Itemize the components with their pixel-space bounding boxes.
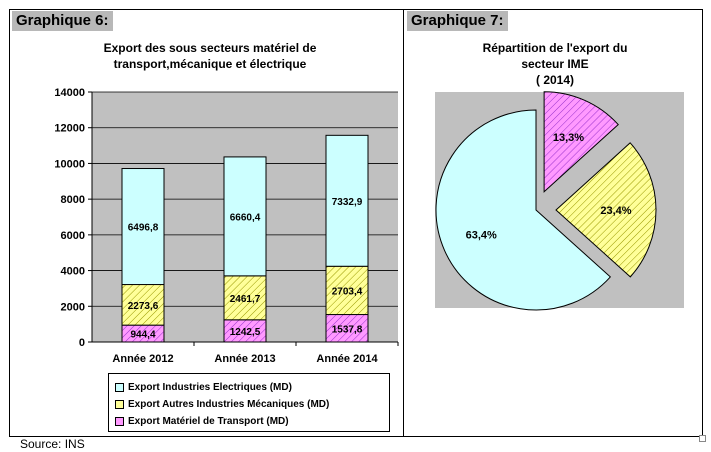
bar-data-label: 944,4 — [130, 329, 156, 341]
legend-item-mechanical — [109, 396, 389, 413]
y-tick-label: 0 — [78, 337, 85, 349]
stacked-bar-chart — [0, 0, 404, 372]
bar-data-label: 2461,7 — [229, 293, 261, 305]
bar-data-label: 2273,6 — [127, 300, 159, 312]
bar-data-label: 2703,4 — [331, 286, 363, 298]
x-category-label: Année 2013 — [214, 353, 276, 365]
pie-chart-title-line-1: Répartition de l'export du — [482, 41, 628, 55]
resize-handle — [699, 435, 706, 442]
x-category-label: Année 2014 — [316, 353, 378, 365]
pie-slice-label: 13,3% — [552, 131, 585, 144]
bar-chart-legend — [108, 373, 390, 432]
bar-data-label: 6660,4 — [229, 212, 261, 224]
y-tick-label: 2000 — [60, 301, 85, 314]
graphique-6-label: Graphique 6: — [12, 11, 113, 31]
legend-swatch-electrical — [115, 383, 124, 392]
bar-chart-title-line-1: Export des sous secteurs matériel de — [103, 41, 317, 55]
bar-data-label: 1242,5 — [229, 326, 261, 338]
y-tick-label: 6000 — [60, 229, 85, 242]
bar-data-label: 6496,8 — [127, 222, 159, 234]
legend-swatch-mechanical — [115, 400, 124, 409]
y-tick-label: 8000 — [60, 194, 85, 207]
y-tick-label: 10000 — [54, 158, 85, 171]
y-tick-label: 4000 — [60, 265, 85, 278]
pie-slice-label: 23,4% — [600, 204, 632, 217]
x-category-label: Année 2012 — [112, 353, 174, 365]
legend-item-electrical — [109, 379, 389, 396]
pie-chart-title-line-2: secteur IME — [521, 57, 589, 71]
graphique-7-label: Graphique 7: — [407, 11, 508, 31]
legend-item-transport — [109, 413, 389, 430]
pie-slice-label: 63,4% — [465, 229, 497, 242]
legend-label-mechanical: Export Autres Industries Mécaniques (MD) — [128, 399, 330, 410]
legend-label-electrical: Export Industries Electriques (MD) — [128, 382, 292, 393]
bar-data-label: 7332,9 — [331, 196, 363, 208]
pie-chart-title-line-3: ( 2014) — [535, 73, 575, 87]
y-tick-label: 14000 — [54, 87, 85, 99]
y-tick-label: 12000 — [54, 122, 85, 135]
legend-swatch-transport — [115, 417, 124, 426]
bar-chart-title-line-2: transport,mécanique et électrique — [113, 57, 307, 71]
legend-label-transport: Export Matériel de Transport (MD) — [128, 416, 289, 427]
bar-data-label: 1537,8 — [331, 324, 363, 336]
source-note: Source: INS — [20, 437, 85, 451]
exploded-pie-chart — [404, 0, 704, 320]
